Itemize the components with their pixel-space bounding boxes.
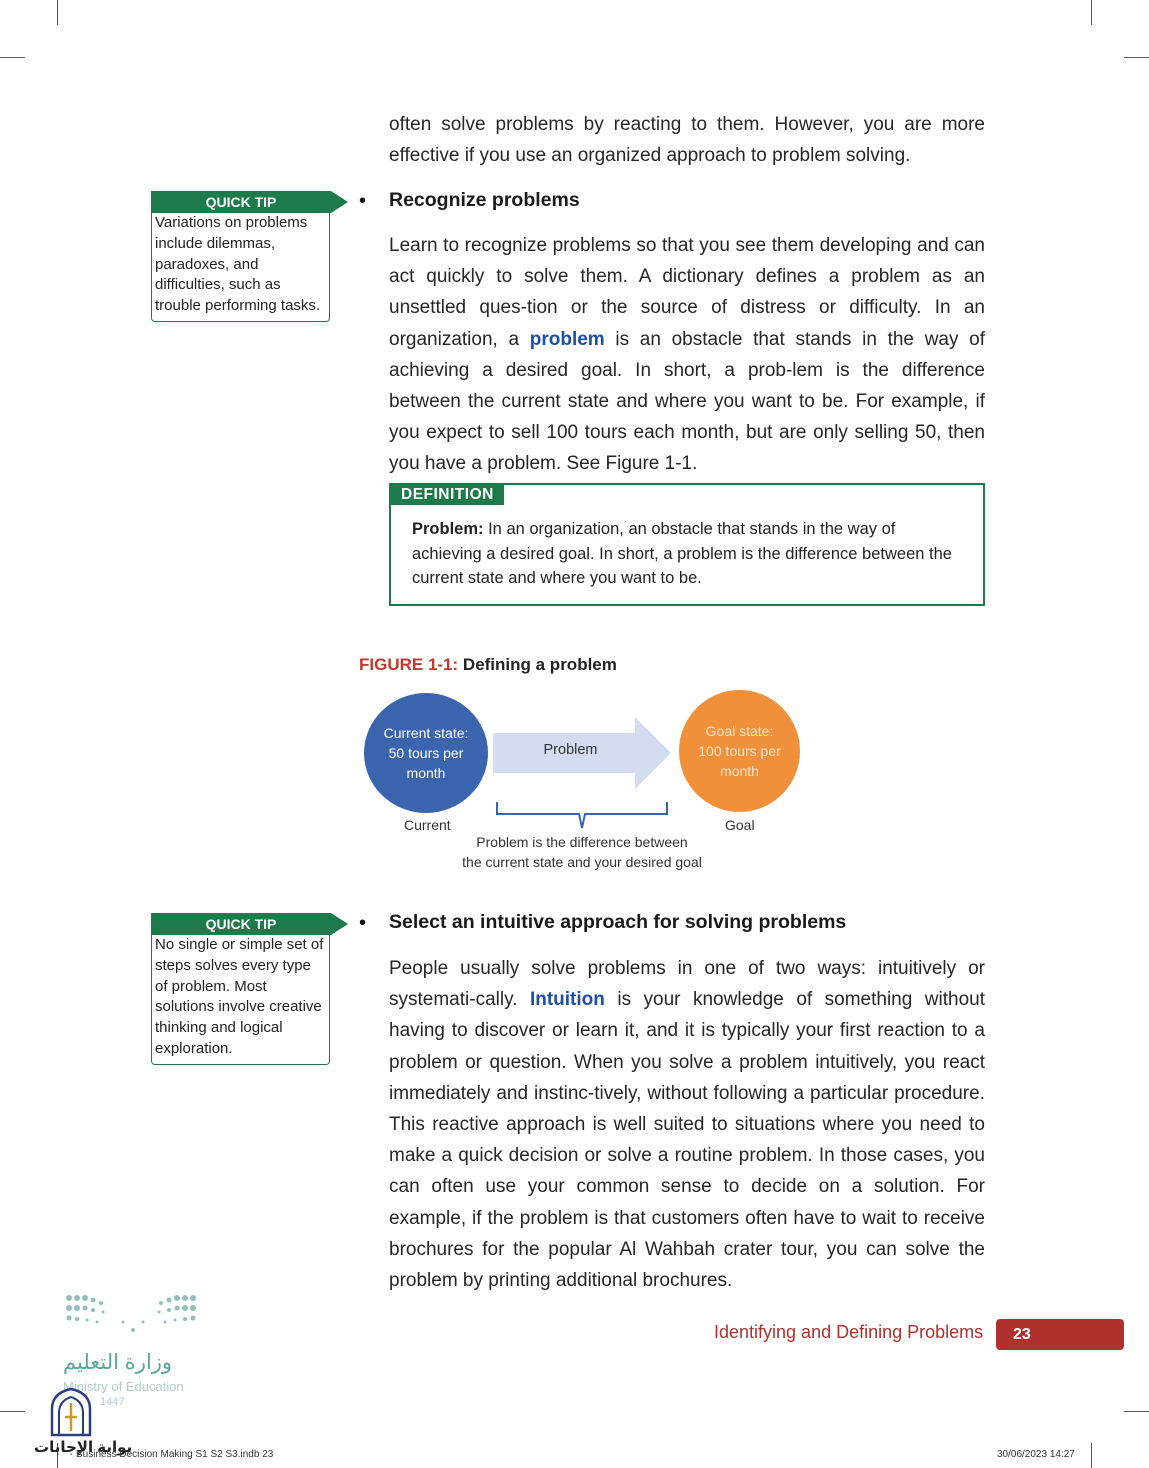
definition-box	[389, 483, 985, 606]
crop-mark	[1091, 1443, 1092, 1468]
difference-caption	[457, 832, 707, 872]
figure-caption	[359, 655, 617, 675]
crop-mark	[1124, 57, 1149, 58]
key-term: Intuition	[529, 989, 605, 1011]
current-state-text: Current state: 50 tours per month	[383, 725, 469, 781]
paragraph-text: People usually solve problems in one of two ways: intuitively or systemati-cally.	[389, 958, 985, 1011]
crop-mark	[0, 1411, 25, 1412]
quick-tip-header: QUICK TIP	[151, 191, 331, 213]
quick-tip-box	[151, 191, 330, 322]
crop-mark	[0, 57, 25, 58]
ministry-logo-icon	[63, 1290, 203, 1338]
crop-mark	[1091, 0, 1092, 25]
paragraph-text: is an obstacle that stands in the way of achieving a desired goal. In short, a prob-lem is the difference between the current state and where you want to be. For example, if you expect to sell 100 tours each month, but are only selling 50, then you have a problem. See Figure 1-1.	[389, 328, 986, 475]
key-term: problem	[529, 328, 605, 350]
definition-term: Problem:	[412, 520, 484, 538]
section-paragraph	[389, 230, 985, 480]
definition-body: In an organization, an obstacle that stands in the way of achieving a desired goal. In short, a problem is the difference between the current state and where you want to be.	[412, 520, 952, 587]
watermark-seal-icon	[48, 1387, 94, 1437]
figure-title: Defining a problem	[458, 655, 617, 674]
bullet-icon: •	[359, 190, 367, 212]
current-label: Current	[404, 817, 451, 833]
date-slug: 30/06/2023 14:27	[997, 1449, 1075, 1460]
definition-label: DEFINITION	[391, 485, 504, 505]
definition-text	[412, 517, 968, 591]
figure-number: FIGURE 1-1:	[359, 655, 459, 674]
difference-line: the current state and your desired goal	[462, 854, 702, 870]
crop-mark	[57, 0, 58, 25]
paragraph-text: is your knowledge of something without having to discover or learn it, and it is typically your first reaction to a problem or question. When you solve a problem intuitively, you react immediately and instinc-tively, without following a particular procedure. This reactive approach is well suited to situations where you need to make a quick decision or solve a routine problem. In those cases, you can often use your common sense to decide on a solution. For example, if the problem is that customers often have to wait to receive brochures for the popular Al Wahbah crater tour, you can solve the problem by printing additional brochures.	[389, 989, 985, 1292]
crop-mark	[1124, 1411, 1149, 1412]
quick-tip-box	[151, 913, 330, 1065]
current-state-circle	[364, 693, 488, 813]
goal-state-circle	[679, 690, 800, 812]
problem-arrow-label: Problem	[543, 742, 598, 758]
goal-label: Goal	[725, 817, 755, 833]
page-number-badge	[996, 1319, 1124, 1350]
ministry-arabic-name: وزارة التعليم	[63, 1351, 173, 1374]
bullet-icon: •	[359, 912, 367, 934]
goal-state-text: Goal state: 100 tours per month	[698, 723, 781, 779]
section-paragraph	[389, 953, 985, 1296]
intro-paragraph: often solve problems by reacting to them. However, you are more effective if you use an organized approach to problem solving.	[389, 114, 985, 167]
quick-tip-text: No single or simple set of steps solves every type of problem. Most solutions involve creative thinking and logical exploration.	[155, 936, 324, 1057]
difference-line: Problem is the difference between	[476, 834, 688, 850]
section-heading: Select an intuitive approach for solving problems	[389, 911, 847, 933]
ministry-year: 1447	[100, 1396, 125, 1408]
quick-tip-header: QUICK TIP	[151, 913, 331, 935]
chapter-title: Identifying and Defining Problems	[714, 1322, 984, 1342]
quick-tip-text: Variations on problems include dilemmas, paradoxes, and difficulties, such as trouble performing tasks.	[155, 214, 321, 315]
file-slug: Business Decision Making S1 S2 S3.indb 23	[76, 1449, 274, 1460]
watermark-text: بوابة الإجابات	[34, 1439, 133, 1456]
difference-brace	[495, 800, 670, 830]
ministry-english-name: Ministry of Education	[63, 1379, 184, 1394]
paragraph-text: Learn to recognize problems so that you see them developing and can act quickly to solve them. A dictionary defines a problem as an unsettled ques-tion or the source of distress or difficulty. In an organization, a	[389, 235, 985, 350]
page-number: 23	[1013, 1326, 1031, 1343]
section-heading: Recognize problems	[389, 189, 580, 211]
